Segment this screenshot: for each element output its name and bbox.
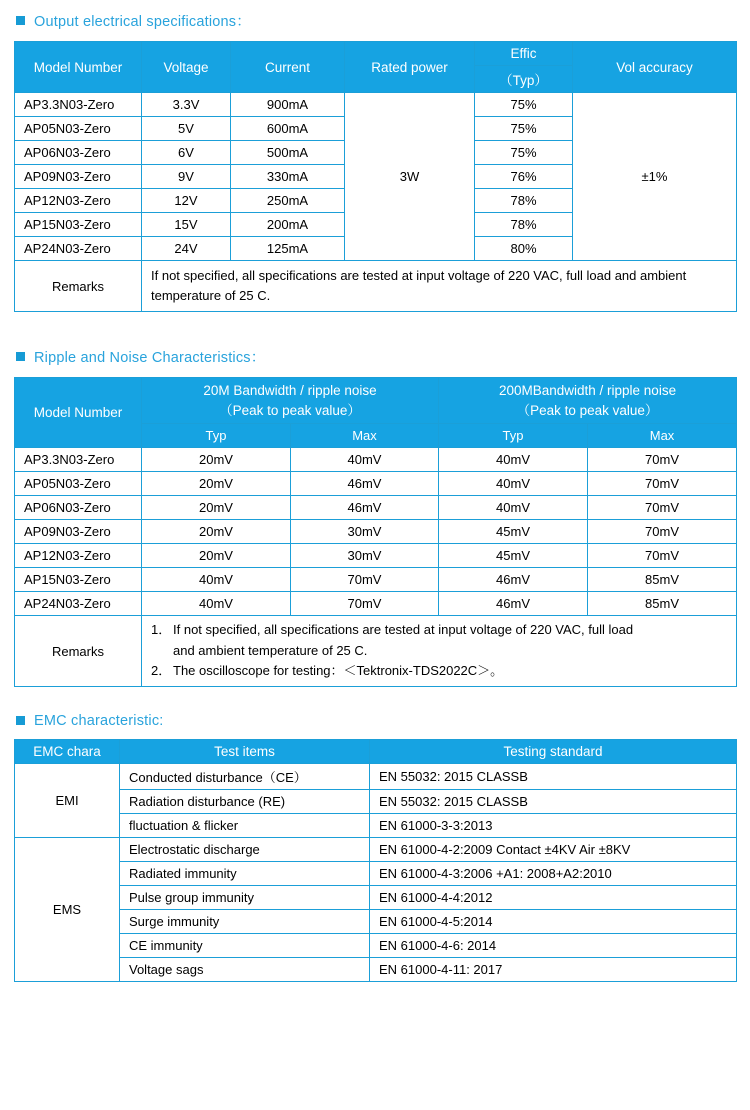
- output-specifications-table: [14, 41, 737, 312]
- table-row: [15, 837, 737, 861]
- top-spacer: [0, 0, 750, 10]
- output-section-heading: [14, 10, 736, 31]
- cell-test-item: CE immunity: [120, 933, 370, 957]
- cell-20m-max: 40mV: [291, 448, 439, 472]
- cell-200m-max: 85mV: [588, 568, 737, 592]
- table-row: [15, 789, 737, 813]
- remarks-label: Remarks: [15, 616, 142, 686]
- cell-vol-accuracy: ±1%: [573, 93, 737, 261]
- cell-effic: 76%: [475, 165, 573, 189]
- header-emc-chara: EMC chara: [15, 739, 120, 763]
- table-row: [15, 885, 737, 909]
- cell-testing-standard: EN 61000-3-3:2013: [370, 813, 737, 837]
- cell-testing-standard: EN 55032: 2015 CLASSB: [370, 763, 737, 789]
- bullet-square-icon: [16, 16, 25, 25]
- cell-200m-typ: 40mV: [439, 496, 588, 520]
- cell-test-item: fluctuation & flicker: [120, 813, 370, 837]
- table-row: [15, 861, 737, 885]
- header-20m-max: Max: [291, 424, 439, 448]
- cell-current: 200mA: [231, 213, 345, 237]
- cell-20m-typ: 20mV: [142, 472, 291, 496]
- remarks-label: Remarks: [15, 261, 142, 312]
- cell-testing-standard: EN 55032: 2015 CLASSB: [370, 789, 737, 813]
- table-row: [15, 909, 737, 933]
- cell-model: AP12N03-Zero: [15, 189, 142, 213]
- header-rated-power: Rated power: [345, 42, 475, 93]
- cell-current: 600mA: [231, 117, 345, 141]
- cell-testing-standard: EN 61000-4-11: 2017: [370, 957, 737, 981]
- cell-200m-max: 70mV: [588, 496, 737, 520]
- header-effic: Effic: [475, 42, 573, 66]
- header-200m-line2: （Peak to peak value）: [516, 402, 659, 418]
- ripple-noise-table: [14, 377, 737, 687]
- emc-section-heading: [14, 713, 736, 729]
- cell-20m-typ: 20mV: [142, 448, 291, 472]
- table-remarks-row: [15, 616, 737, 686]
- cell-current: 250mA: [231, 189, 345, 213]
- cell-testing-standard: EN 61000-4-5:2014: [370, 909, 737, 933]
- table-row: [15, 496, 737, 520]
- cell-200m-typ: 45mV: [439, 544, 588, 568]
- remark-text-2: The oscilloscope for testing：＜Tektronix-TDS2022C＞。: [173, 662, 504, 678]
- cell-current: 500mA: [231, 141, 345, 165]
- cell-effic: 75%: [475, 117, 573, 141]
- cell-rated-power: 3W: [345, 93, 475, 261]
- table-row: [15, 472, 737, 496]
- table-header-row: [15, 378, 737, 424]
- table-row: [15, 763, 737, 789]
- table-header-row: [15, 739, 737, 763]
- cell-model: AP05N03-Zero: [15, 472, 142, 496]
- cell-200m-typ: 40mV: [439, 448, 588, 472]
- section-output-electrical-specifications: [0, 10, 750, 312]
- cell-200m-max: 70mV: [588, 544, 737, 568]
- cell-model: AP05N03-Zero: [15, 117, 142, 141]
- cell-model: AP09N03-Zero: [15, 520, 142, 544]
- cell-20m-typ: 20mV: [142, 496, 291, 520]
- cell-200m-max: 70mV: [588, 520, 737, 544]
- cell-model: AP3.3N03-Zero: [15, 93, 142, 117]
- cell-test-item: Radiated immunity: [120, 861, 370, 885]
- emc-section-title: EMC characteristic:: [34, 712, 164, 729]
- cell-current: 900mA: [231, 93, 345, 117]
- ripple-section-heading: [14, 346, 736, 367]
- header-200m-typ: Typ: [439, 424, 588, 448]
- cell-20m-max: 30mV: [291, 544, 439, 568]
- table-row: [15, 520, 737, 544]
- cell-test-item: Voltage sags: [120, 957, 370, 981]
- ripple-section-title: Ripple and Noise Characteristics：: [34, 350, 266, 367]
- table-row: [15, 957, 737, 981]
- header-test-items: Test items: [120, 739, 370, 763]
- table-row: [15, 933, 737, 957]
- table-header-row: [15, 42, 737, 66]
- table-row: [15, 568, 737, 592]
- cell-voltage: 24V: [142, 237, 231, 261]
- cell-current: 125mA: [231, 237, 345, 261]
- cell-voltage: 3.3V: [142, 93, 231, 117]
- header-model-number: Model Number: [15, 378, 142, 448]
- header-20m-line1: 20M Bandwidth / ripple noise: [203, 383, 377, 399]
- cell-effic: 75%: [475, 141, 573, 165]
- header-testing-standard: Testing standard: [370, 739, 737, 763]
- remarks-text: If not specified, all specifications are tested at input voltage of 220 VAC, full load and ambient temperature of 25 C.: [142, 261, 737, 312]
- cell-test-item: Electrostatic discharge: [120, 837, 370, 861]
- cell-model: AP06N03-Zero: [15, 496, 142, 520]
- cell-voltage: 5V: [142, 117, 231, 141]
- cell-model: AP06N03-Zero: [15, 141, 142, 165]
- cell-200m-typ: 40mV: [439, 472, 588, 496]
- cell-model: AP15N03-Zero: [15, 213, 142, 237]
- cell-test-item: Pulse group immunity: [120, 885, 370, 909]
- cell-model: AP24N03-Zero: [15, 592, 142, 616]
- section-spacer: [0, 687, 750, 713]
- cell-20m-max: 46mV: [291, 496, 439, 520]
- remark-text-1: If not specified, all specifications are tested at input voltage of 220 VAC, full load: [173, 622, 634, 638]
- cell-test-item: Surge immunity: [120, 909, 370, 933]
- cell-emc-group-ems: EMS: [15, 837, 120, 981]
- header-effic-typ: （Typ）: [475, 66, 573, 93]
- remarks-list: [142, 616, 737, 686]
- remark-text-1-cont: and ambient temperature of 25 C.: [173, 642, 368, 658]
- bullet-square-icon: [16, 352, 25, 361]
- header-20m-line2: （Peak to peak value）: [219, 402, 361, 418]
- cell-200m-typ: 46mV: [439, 592, 588, 616]
- cell-emc-group-emi: EMI: [15, 763, 120, 837]
- cell-effic: 78%: [475, 213, 573, 237]
- header-voltage: Voltage: [142, 42, 231, 93]
- remark-item-2: [151, 661, 727, 681]
- cell-20m-max: 30mV: [291, 520, 439, 544]
- cell-testing-standard: EN 61000-4-6: 2014: [370, 933, 737, 957]
- cell-200m-typ: 46mV: [439, 568, 588, 592]
- cell-model: AP15N03-Zero: [15, 568, 142, 592]
- header-20m-typ: Typ: [142, 424, 291, 448]
- cell-testing-standard: EN 61000-4-4:2012: [370, 885, 737, 909]
- remark-item-1: [151, 620, 727, 640]
- header-model-number: Model Number: [15, 42, 142, 93]
- remark-number-1: 1．: [151, 622, 172, 638]
- cell-testing-standard: EN 61000-4-2:2009 Contact ±4KV Air ±8KV: [370, 837, 737, 861]
- cell-test-item: Radiation disturbance (RE): [120, 789, 370, 813]
- emc-characteristic-table: [14, 739, 737, 982]
- table-row: [15, 813, 737, 837]
- section-ripple-and-noise: [0, 346, 750, 687]
- cell-20m-max: 70mV: [291, 568, 439, 592]
- table-row: [15, 592, 737, 616]
- header-current: Current: [231, 42, 345, 93]
- cell-effic: 80%: [475, 237, 573, 261]
- table-row: [15, 448, 737, 472]
- header-vol-accuracy: Vol accuracy: [573, 42, 737, 93]
- cell-voltage: 12V: [142, 189, 231, 213]
- cell-effic: 75%: [475, 93, 573, 117]
- cell-20m-max: 70mV: [291, 592, 439, 616]
- cell-model: AP09N03-Zero: [15, 165, 142, 189]
- header-20m-bandwidth: [142, 378, 439, 424]
- cell-voltage: 9V: [142, 165, 231, 189]
- cell-model: AP12N03-Zero: [15, 544, 142, 568]
- table-remarks-row: [15, 261, 737, 312]
- bullet-square-icon: [16, 716, 25, 725]
- cell-testing-standard: EN 61000-4-3:2006 +A1: 2008+A2:2010: [370, 861, 737, 885]
- cell-effic: 78%: [475, 189, 573, 213]
- cell-200m-max: 70mV: [588, 448, 737, 472]
- output-section-title: Output electrical specifications：: [34, 14, 251, 30]
- cell-voltage: 15V: [142, 213, 231, 237]
- cell-20m-max: 46mV: [291, 472, 439, 496]
- remark-number-2: 2．: [151, 662, 172, 678]
- cell-model: AP24N03-Zero: [15, 237, 142, 261]
- table-row: [15, 93, 737, 117]
- cell-20m-typ: 20mV: [142, 520, 291, 544]
- cell-model: AP3.3N03-Zero: [15, 448, 142, 472]
- cell-test-item: Conducted disturbance（CE）: [120, 763, 370, 789]
- header-200m-line1: 200MBandwidth / ripple noise: [498, 383, 677, 399]
- cell-200m-typ: 45mV: [439, 520, 588, 544]
- section-spacer: [0, 312, 750, 346]
- cell-20m-typ: 20mV: [142, 544, 291, 568]
- cell-current: 330mA: [231, 165, 345, 189]
- cell-voltage: 6V: [142, 141, 231, 165]
- header-200m-max: Max: [588, 424, 737, 448]
- table-row: [15, 544, 737, 568]
- header-200m-bandwidth: [439, 378, 737, 424]
- cell-20m-typ: 40mV: [142, 568, 291, 592]
- section-emc-characteristic: [0, 713, 750, 982]
- cell-20m-typ: 40mV: [142, 592, 291, 616]
- cell-200m-max: 85mV: [588, 592, 737, 616]
- cell-200m-max: 70mV: [588, 472, 737, 496]
